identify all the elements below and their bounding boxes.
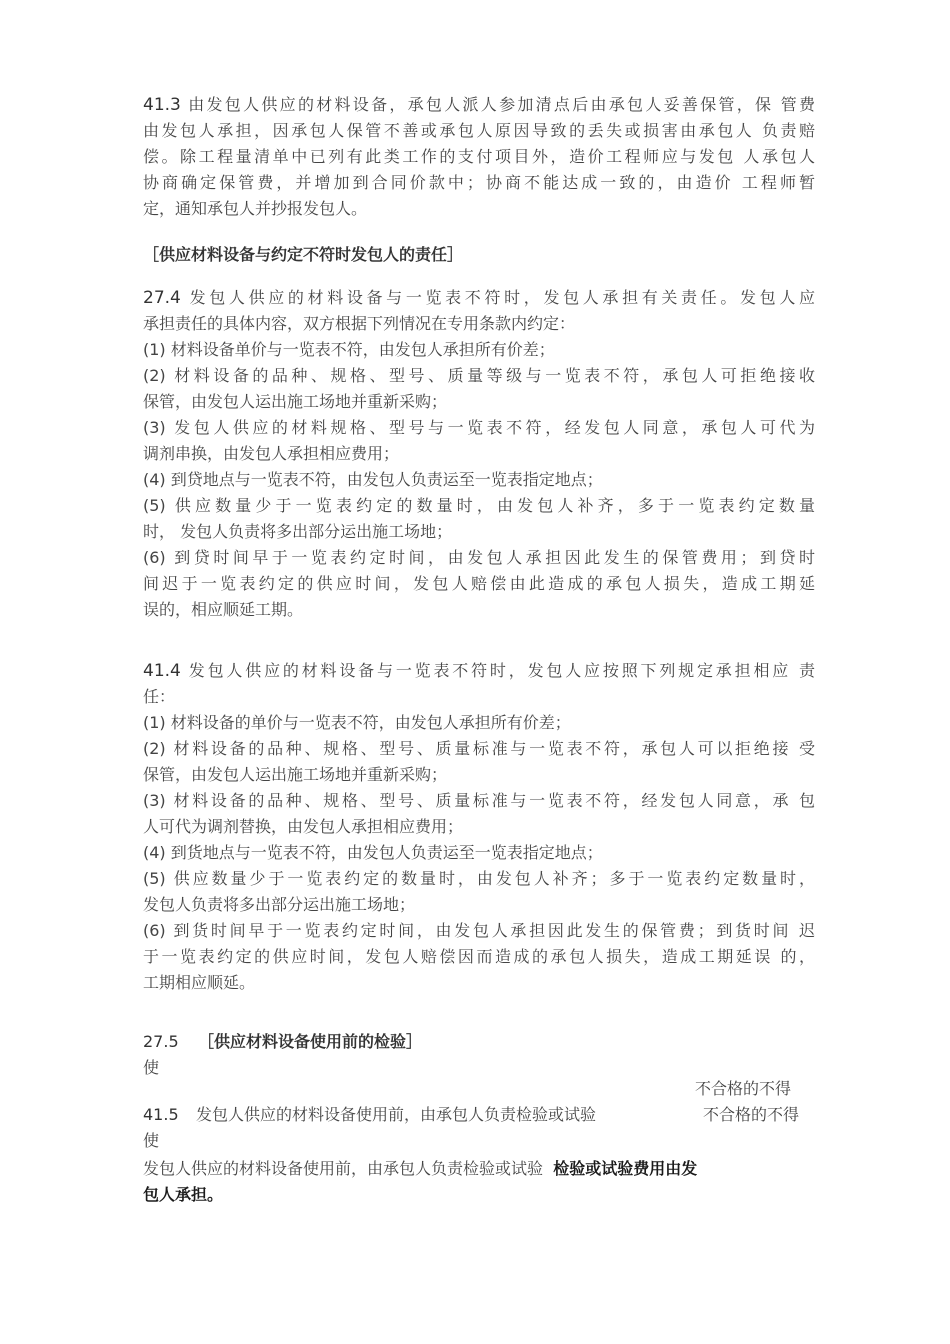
- clause-line: 41.4 发包人供应的材料设备与一览表不符时，发包人应按照下列规定承担相应 责: [143, 661, 815, 681]
- clause-number: 27.4: [143, 288, 181, 308]
- clause-line: 发包人负责将多出部分运出施工场地；: [143, 895, 416, 914]
- fragment-text: 不合格的不得: [695, 1079, 792, 1098]
- bold-text: 检验或试验费用由发: [553, 1159, 698, 1178]
- clause-text: 发包人供应的材料设备使用前，由承包人负责检验或试验: [196, 1105, 597, 1124]
- clause-line: 承担责任的具体内容，双方根据下列情况在专用条款内约定：: [143, 314, 576, 333]
- clause-line: 时， 发包人负责将多出部分运出施工场地；: [143, 522, 453, 541]
- clause-27-4: [143, 285, 815, 623]
- list-item: (6) 到货时间早于一览表约定时间，由发包人承担因此发生的保管费；到货时间 迟: [143, 921, 815, 940]
- clause-line: 41.3 由发包人供应的材料设备，承包人派人参加清点后由承包人妥善保管，保 管费: [143, 95, 815, 115]
- list-item: (1) 材料设备的单价与一览表不符，由发包人承担所有价差；: [143, 713, 571, 732]
- fragment-text: 使: [143, 1131, 160, 1150]
- list-item: (1) 材料设备单价与一览表不符，由发包人承担所有价差；: [143, 340, 555, 359]
- clause-line: 调剂串换，由发包人承担相应费用；: [143, 444, 400, 463]
- list-item: (6) 到贷时间早于一览表约定时间，由发包人承担因此发生的保管费用；到贷时: [143, 548, 815, 567]
- list-item: (5) 供应数量少于一览表约定的数量时，由发包人补齐，多于一览表约定数量: [143, 496, 815, 515]
- fragment-text: 不合格的不得: [703, 1105, 800, 1124]
- clause-line: 偿。除工程量清单中已列有此类工作的支付项目外，造价工程师应与发包 人承包人: [143, 147, 815, 166]
- clause-line: 27.4 发包人供应的材料设备与一览表不符时，发包人承担有关责任。发包人应: [143, 288, 815, 308]
- clause-line: 于一览表约定的供应时间，发包人赔偿因而造成的承包人损失，造成工期延误 的，: [143, 947, 815, 966]
- clause-line: 协商确定保管费，并增加到合同价款中；协商不能达成一致的，由造价 工程师暂: [143, 173, 815, 192]
- list-item: (3) 发包人供应的材料规格、型号与一览表不符，经发包人同意，承包人可代为: [143, 418, 815, 437]
- clause-number: 41.3: [143, 95, 181, 115]
- clause-number-41-5: 41.5: [143, 1105, 179, 1124]
- clause-number: 41.4: [143, 661, 181, 681]
- section-heading: ［供应材料设备与约定不符时发包人的责任］: [143, 245, 464, 264]
- clause-number-27-5: 27.5: [143, 1032, 179, 1051]
- clause-line: 由发包人承担，因承包人保管不善或承包人原因导致的丢失或损害由承包人 负责赔: [143, 121, 815, 140]
- clause-line: 保管，由发包人运出施工场地并重新采购；: [143, 765, 448, 784]
- clause-line: 人可代为调剂替换，由发包人承担相应费用；: [143, 817, 464, 836]
- clause-41-3: [143, 92, 815, 222]
- clause-line: 任：: [143, 687, 176, 706]
- list-item: (3) 材料设备的品种、规格、型号、质量标准与一览表不符，经发包人同意，承 包: [143, 791, 815, 810]
- list-item: (4) 到货地点与一览表不符，由发包人负责运至一览表指定地点；: [143, 843, 603, 862]
- fragment-text: 使: [143, 1058, 160, 1077]
- list-item: (2) 材料设备的品种、规格、型号、质量等级与一览表不符，承包人可拒绝接收: [143, 366, 815, 385]
- clause-line: 间迟于一览表约定的供应时间，发包人赔偿由此造成的承包人损失，造成工期延: [143, 574, 815, 593]
- section-heading: ［供应材料设备使用前的检验］: [198, 1032, 423, 1051]
- list-item: (2) 材料设备的品种、规格、型号、质量标准与一览表不符，承包人可以拒绝接 受: [143, 739, 815, 758]
- clause-line: 定，通知承包人并抄报发包人。: [143, 199, 368, 218]
- clause-line: 工期相应顺延。: [143, 973, 256, 992]
- clause-41-4: [143, 658, 815, 996]
- clause-line: 误的，相应顺延工期。: [143, 600, 304, 619]
- clause-text: 发包人供应的材料设备使用前，由承包人负责检验或试验 检验或试验费用由发: [143, 1159, 698, 1178]
- clause-line: 保管，由发包人运出施工场地并重新采购；: [143, 392, 448, 411]
- list-item: (4) 到贷地点与一览表不符，由发包人负责运至一览表指定地点；: [143, 470, 603, 489]
- list-item: (5) 供应数量少于一览表约定的数量时，由发包人补齐；多于一览表约定数量时，: [143, 869, 815, 888]
- bold-text: 包人承担。: [143, 1185, 224, 1204]
